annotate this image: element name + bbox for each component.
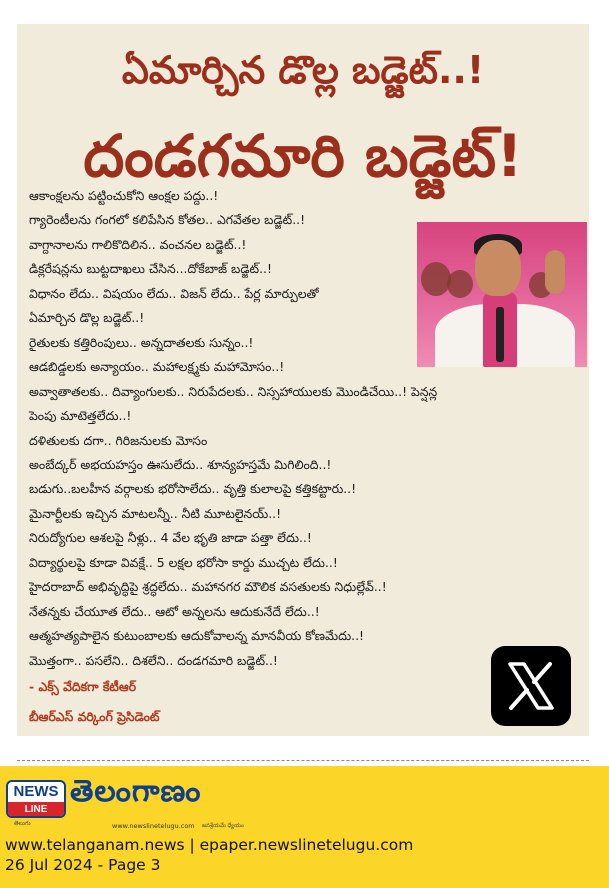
body-line: అవ్వాతాతలకు.. దివ్యాంగులకు.. నిరుపేదలకు.. నిస్సహాయులకు మొండిచేయి..! పెన్షన్ల — [29, 383, 438, 399]
telanganam-logo: తెలంగాణం — [70, 774, 202, 809]
body-line: గ్యారెంటీలను గంగలో కలిపేసిన కోతల.. ఎగవేతల బడ్జెట్..! — [29, 212, 306, 228]
body-line: విధానం లేదు.. విషయం లేదు.. విజన్ లేదు.. పేర్ల మార్పులతో — [29, 285, 319, 301]
body-line: నిరుద్యోగుల ఆశలపై నీళ్లు.. 4 వేల భృతి జాడా పత్తా లేదు..! — [29, 530, 312, 546]
signature-name: - ఎక్స్ వేదికగా కేటీఆర్ — [29, 679, 137, 694]
body-line: ఆడబిడ్డలకు అన్యాయం.. మహాలక్ష్మకు మహామోసం..! — [29, 359, 285, 375]
body-line: డిక్లరేషన్లను బుట్టదాఖలు చేసిన...దోకేబాజ్ బడ్జెట్..! — [29, 261, 272, 277]
newsline-logo — [6, 780, 66, 818]
x-logo-icon — [491, 646, 571, 726]
footer-sites-link[interactable]: www.telanganam.news | epaper.newslinetelugu.com — [5, 836, 414, 854]
body-line: మొత్తంగా.. పసలేని.. దిశలేని.. దండగమారి బడ్జెట్..! — [29, 652, 278, 668]
footer-date-page: 26 Jul 2024 - Page 3 — [5, 856, 161, 874]
headline-secondary: దండగమారి బడ్జెట్! — [83, 122, 523, 190]
body-line: దళితులకు దగా.. గిరిజనులకు మోసం — [29, 432, 208, 448]
newsline-logo-sub: తెలుగు — [14, 820, 31, 827]
article-clipping — [17, 24, 589, 736]
speaker-photo — [417, 222, 587, 367]
body-line: ఆకాంక్షలను పట్టించుకోని ఆంక్షల పద్దు..! — [29, 188, 219, 203]
newsline-logo-line: LINE — [8, 802, 64, 818]
body-line: అంబేద్కర్ అభయహస్తం ఊసులేదు.. శూన్యహస్తమే మిగిలింది..! — [29, 456, 332, 472]
signature-title: బీఆర్ఎస్ వర్కింగ్ ప్రెసిడెంట్ — [29, 709, 160, 724]
headline-primary: ఏమార్చిన డొల్ల బడ్జెట్..! — [121, 48, 485, 92]
telanganam-url: www.newslinetelugu.com — [112, 822, 195, 830]
body-line: నేతన్నకు చేయూత లేదు.. ఆటో అన్నలను ఆదుకునేదే లేదు..! — [29, 603, 320, 619]
newsline-logo-news: NEWS — [13, 783, 59, 800]
body-line: మైనార్టీలకు ఇచ్చిన మాటలన్నీ.. నీటి మూటలైనయ్..! — [29, 505, 282, 521]
body-line: హైదరాబాద్ అభివృద్ధిపై శ్రద్ధలేదు.. మహానగర మౌలిక వసతులకు నిధుల్లేవ్..! — [29, 579, 387, 595]
footer-banner — [0, 766, 609, 888]
body-line: రైతులకు కత్తిరింపులు.. అన్నదాతలకు సున్నం..! — [29, 334, 254, 350]
body-line: ఏమార్చిన డొల్ల బడ్జెట్..! — [29, 310, 145, 326]
body-line: వాగ్దానాలను గాలికొదిలిన.. వంచనల బడ్జెట్..! — [29, 236, 247, 252]
telanganam-tagline: జనశ్రేయమే ధ్యేయం — [202, 823, 244, 829]
body-line: పెంపు మాటెత్తలేదు..! — [29, 408, 132, 424]
body-line: బడుగు..బలహీన వర్గాలకు భరోసాలేదు.. వృత్తి కులాలపై కత్తికట్టారు..! — [29, 481, 357, 497]
body-line: ఆత్మహత్యపాలైన కుటుంబాలకు ఆదుకోవాలన్న మానవీయ కోణమేదు..! — [29, 628, 364, 644]
body-line: విద్యార్థులపై కూడా వివక్షే.. 5 లక్షల భరోసా కార్డు ముచ్చట లేదు..! — [29, 554, 338, 570]
page-divider — [17, 760, 589, 761]
